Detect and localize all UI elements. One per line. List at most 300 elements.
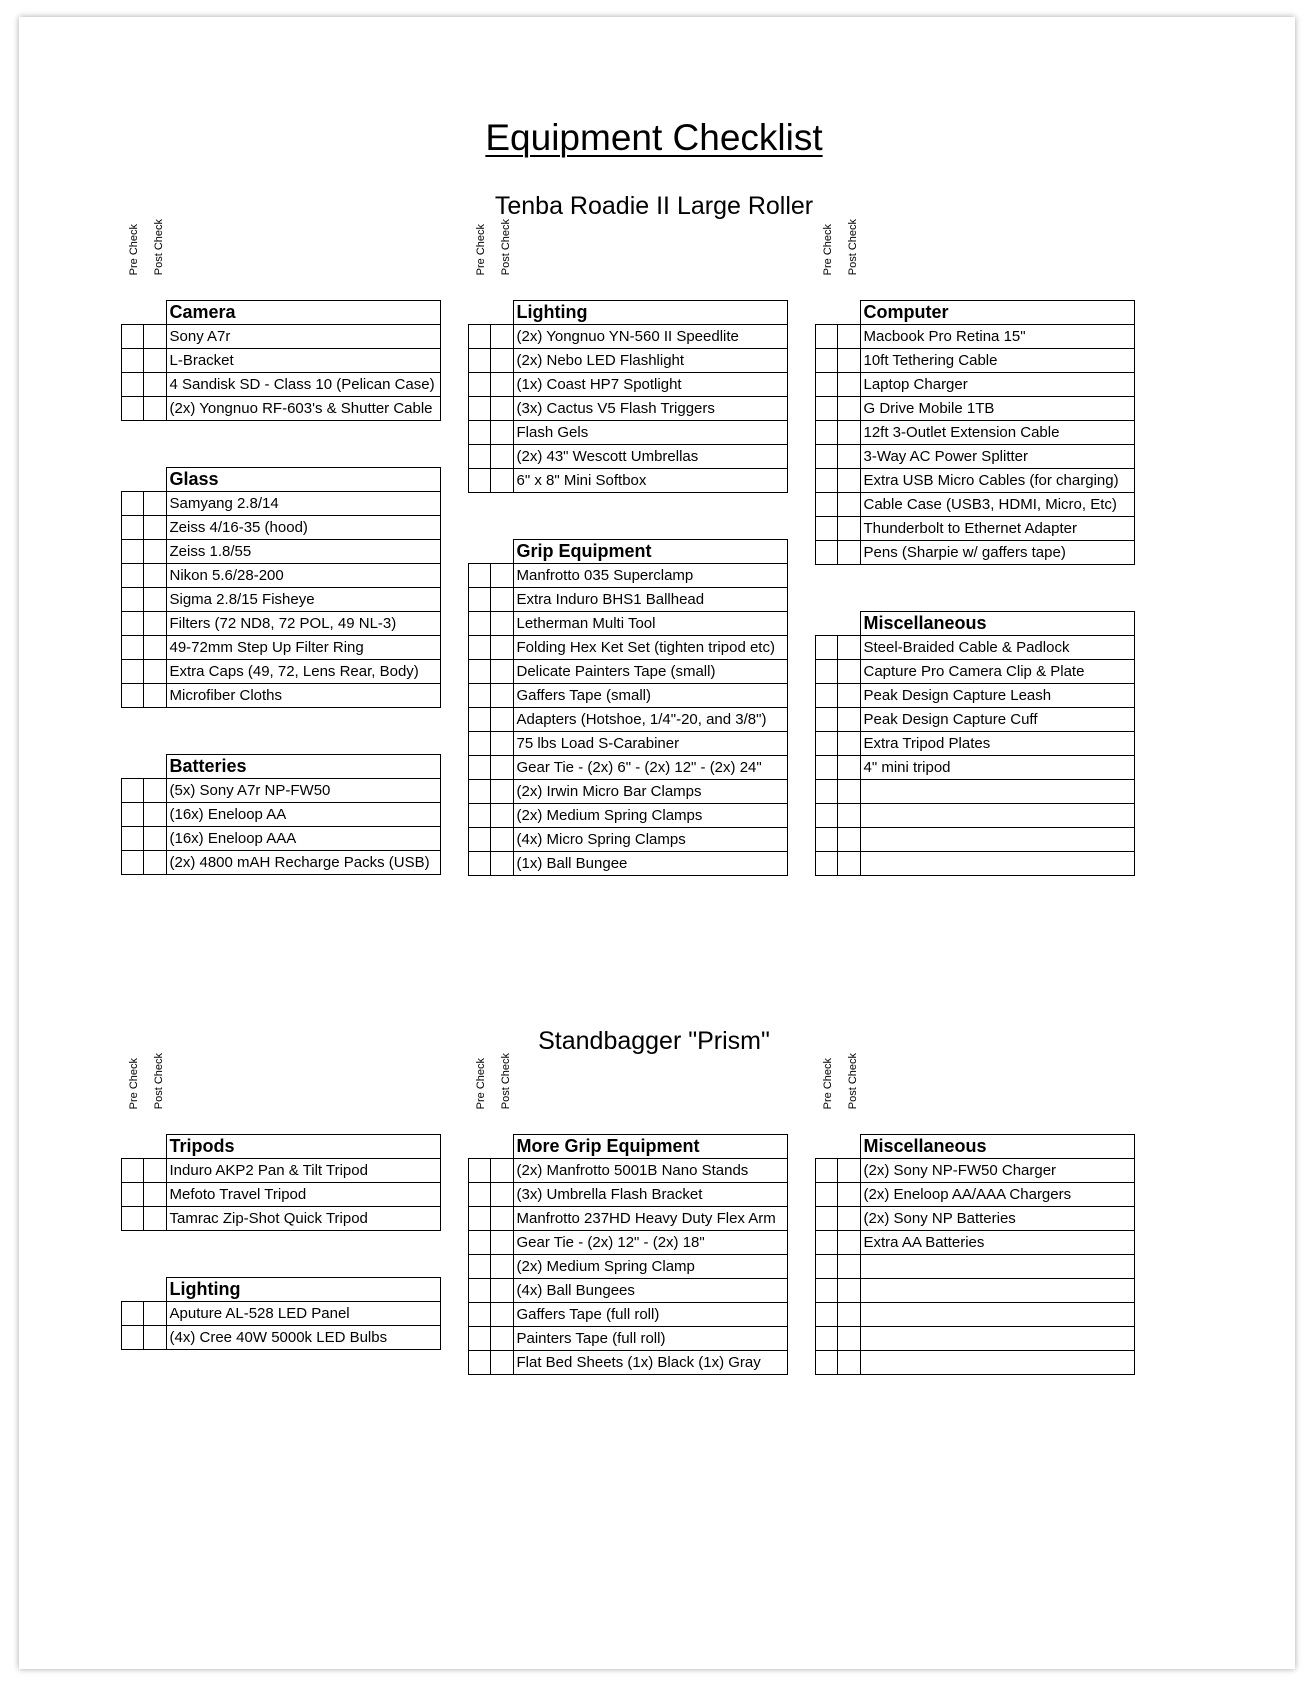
post-check-box[interactable]: [491, 1207, 514, 1231]
checklist-table: [121, 467, 441, 708]
checklist-row: [122, 1326, 441, 1350]
pre-check-box[interactable]: [469, 1279, 491, 1303]
pre-check-box[interactable]: [816, 1327, 838, 1351]
checklist-row: [469, 373, 788, 397]
item-label: Tamrac Zip-Shot Quick Tripod: [166, 1207, 441, 1231]
item-label: (4x) Micro Spring Clamps: [513, 828, 788, 852]
post-check-box[interactable]: [838, 325, 861, 349]
pre-check-label: [121, 215, 146, 275]
pre-check-box[interactable]: [469, 852, 491, 876]
item-label: Manfrotto 035 Superclamp: [513, 564, 788, 588]
check-label-header: [121, 1054, 441, 1134]
blank-cell: [144, 1278, 167, 1302]
checklist-row: [469, 852, 788, 876]
post-check-box[interactable]: [838, 397, 861, 421]
pre-check-box[interactable]: [816, 684, 838, 708]
check-labels: [468, 215, 518, 275]
pre-check-box[interactable]: [816, 828, 838, 852]
post-check-box[interactable]: [491, 1327, 514, 1351]
pre-check-box[interactable]: [816, 780, 838, 804]
category-row: [816, 612, 1135, 636]
pre-check-box[interactable]: [469, 1255, 491, 1279]
post-check-box[interactable]: [491, 1279, 514, 1303]
post-check-box[interactable]: [838, 780, 861, 804]
pre-check-box[interactable]: [816, 1255, 838, 1279]
post-check-box[interactable]: [144, 1326, 167, 1350]
pre-check-box[interactable]: [122, 373, 144, 397]
pre-check-box[interactable]: [469, 1231, 491, 1255]
checklist-row: [816, 1351, 1135, 1375]
pre-check-box[interactable]: [469, 445, 491, 469]
post-check-box[interactable]: [491, 1351, 514, 1375]
post-check-box[interactable]: [491, 349, 514, 373]
category-row: [469, 1135, 788, 1159]
post-check-box[interactable]: [491, 660, 514, 684]
item-label: (2x) Yongnuo RF-603's & Shutter Cable: [166, 397, 441, 421]
section-1-column-0: [121, 1054, 441, 1350]
item-label: Sigma 2.8/15 Fisheye: [166, 588, 441, 612]
pre-check-box[interactable]: [469, 612, 491, 636]
pre-check-box[interactable]: [122, 492, 144, 516]
post-check-box[interactable]: [491, 1231, 514, 1255]
post-check-box[interactable]: [491, 1255, 514, 1279]
item-label: Peak Design Capture Cuff: [860, 708, 1135, 732]
checklist-table: [815, 1134, 1135, 1375]
post-check-box[interactable]: [491, 828, 514, 852]
pre-check-box[interactable]: [469, 1159, 491, 1183]
item-label: Induro AKP2 Pan & Tilt Tripod: [166, 1159, 441, 1183]
item-label: Macbook Pro Retina 15": [860, 325, 1135, 349]
item-label: Extra AA Batteries: [860, 1231, 1135, 1255]
pre-check-box[interactable]: [469, 708, 491, 732]
pre-check-box[interactable]: [469, 421, 491, 445]
item-label: [860, 852, 1135, 876]
post-check-box[interactable]: [144, 827, 167, 851]
checklist-row: [816, 1303, 1135, 1327]
pre-check-box[interactable]: [469, 373, 491, 397]
item-label: Folding Hex Ket Set (tighten tripod etc): [513, 636, 788, 660]
post-check-box[interactable]: [491, 1183, 514, 1207]
post-check-box[interactable]: [491, 564, 514, 588]
item-label: Pens (Sharpie w/ gaffers tape): [860, 541, 1135, 565]
item-label: Extra Caps (49, 72, Lens Rear, Body): [166, 660, 441, 684]
pre-check-box[interactable]: [469, 1303, 491, 1327]
item-label: 49-72mm Step Up Filter Ring: [166, 636, 441, 660]
blank-cell: [122, 1278, 144, 1302]
item-label: 75 lbs Load S-Carabiner: [513, 732, 788, 756]
pre-check-box[interactable]: [469, 397, 491, 421]
post-check-box[interactable]: [838, 421, 861, 445]
pre-check-box[interactable]: [469, 1183, 491, 1207]
pre-check-box[interactable]: [122, 803, 144, 827]
check-labels: [815, 215, 865, 275]
post-check-box[interactable]: [838, 1303, 861, 1327]
item-label: Extra Induro BHS1 Ballhead: [513, 588, 788, 612]
pre-check-box[interactable]: [816, 373, 838, 397]
category-heading: Glass: [166, 468, 441, 492]
pre-check-box[interactable]: [122, 588, 144, 612]
post-check-text: Post Check: [499, 218, 512, 275]
blank-cell: [816, 612, 838, 636]
item-label: (2x) Medium Spring Clamps: [513, 804, 788, 828]
checklist-row: [122, 373, 441, 397]
pre-check-box[interactable]: [816, 660, 838, 684]
post-check-box[interactable]: [838, 1255, 861, 1279]
document-page: [19, 17, 1295, 1669]
post-check-label: [493, 1049, 518, 1109]
post-check-box[interactable]: [838, 469, 861, 493]
check-label-header: [121, 220, 441, 300]
item-label: (1x) Coast HP7 Spotlight: [513, 373, 788, 397]
blank-cell: [469, 1135, 491, 1159]
section-title-tenba: Tenba Roadie II Large Roller: [494, 192, 814, 220]
blank-cell: [491, 540, 514, 564]
post-check-box[interactable]: [838, 660, 861, 684]
post-check-box[interactable]: [144, 349, 167, 373]
pre-check-box[interactable]: [816, 493, 838, 517]
checklist-row: [816, 493, 1135, 517]
blank-cell: [491, 301, 514, 325]
checklist-row: [122, 349, 441, 373]
item-label: (2x) 4800 mAH Recharge Packs (USB): [166, 851, 441, 875]
pre-check-box[interactable]: [122, 636, 144, 660]
post-check-box[interactable]: [838, 1159, 861, 1183]
check-labels: [468, 1049, 518, 1109]
pre-check-box[interactable]: [122, 1183, 144, 1207]
checklist-row: [816, 756, 1135, 780]
post-check-box[interactable]: [144, 636, 167, 660]
pre-check-box[interactable]: [816, 1207, 838, 1231]
category-row: [469, 301, 788, 325]
item-label: Painters Tape (full roll): [513, 1327, 788, 1351]
checklist-row: [816, 349, 1135, 373]
pre-check-box[interactable]: [816, 397, 838, 421]
pre-check-box[interactable]: [469, 588, 491, 612]
post-check-box[interactable]: [838, 732, 861, 756]
item-label: Nikon 5.6/28-200: [166, 564, 441, 588]
item-label: Samyang 2.8/14: [166, 492, 441, 516]
pre-check-box[interactable]: [122, 779, 144, 803]
checklist-table: [815, 300, 1135, 565]
pre-check-box[interactable]: [816, 804, 838, 828]
item-label: Extra Tripod Plates: [860, 732, 1135, 756]
item-label: Gear Tie - (2x) 6" - (2x) 12" - (2x) 24": [513, 756, 788, 780]
category-heading: Lighting: [513, 301, 788, 325]
section-0-column-0: [121, 220, 441, 875]
post-check-box[interactable]: [144, 1183, 167, 1207]
post-check-box[interactable]: [491, 588, 514, 612]
section-1-column-1: [468, 1054, 788, 1375]
post-check-label: [493, 215, 518, 275]
pre-check-box[interactable]: [816, 1159, 838, 1183]
item-label: Zeiss 1.8/55: [166, 540, 441, 564]
pre-check-box[interactable]: [469, 636, 491, 660]
post-check-box[interactable]: [491, 445, 514, 469]
pre-check-box[interactable]: [469, 1207, 491, 1231]
checklist-row: [122, 1183, 441, 1207]
item-label: (2x) Manfrotto 5001B Nano Stands: [513, 1159, 788, 1183]
pre-check-box[interactable]: [469, 732, 491, 756]
post-check-box[interactable]: [838, 493, 861, 517]
pre-check-box[interactable]: [816, 708, 838, 732]
item-label: Extra USB Micro Cables (for charging): [860, 469, 1135, 493]
item-label: 12ft 3-Outlet Extension Cable: [860, 421, 1135, 445]
post-check-box[interactable]: [838, 684, 861, 708]
pre-check-box[interactable]: [816, 517, 838, 541]
pre-check-box[interactable]: [816, 1351, 838, 1375]
post-check-box[interactable]: [144, 1207, 167, 1231]
checklist-row: [469, 804, 788, 828]
checklist-row: [816, 1255, 1135, 1279]
pre-check-box[interactable]: [122, 564, 144, 588]
category-heading: More Grip Equipment: [513, 1135, 788, 1159]
post-check-box[interactable]: [491, 612, 514, 636]
item-label: Peak Design Capture Leash: [860, 684, 1135, 708]
item-label: Flat Bed Sheets (1x) Black (1x) Gray: [513, 1351, 788, 1375]
checklist-row: [122, 564, 441, 588]
checklist-row: [469, 445, 788, 469]
pre-check-box[interactable]: [816, 756, 838, 780]
checklist-row: [122, 325, 441, 349]
checklist-table: [815, 611, 1135, 876]
checklist-row: [122, 516, 441, 540]
item-label: (3x) Cactus V5 Flash Triggers: [513, 397, 788, 421]
item-label: Laptop Charger: [860, 373, 1135, 397]
item-label: [860, 1327, 1135, 1351]
post-check-box[interactable]: [144, 516, 167, 540]
post-check-label: [146, 215, 171, 275]
post-check-box[interactable]: [491, 804, 514, 828]
checklist-row: [816, 780, 1135, 804]
checklist-row: [122, 612, 441, 636]
post-check-box[interactable]: [838, 1231, 861, 1255]
checklist-row: [816, 421, 1135, 445]
pre-check-box[interactable]: [816, 1231, 838, 1255]
post-check-box[interactable]: [491, 373, 514, 397]
pre-check-box[interactable]: [816, 1183, 838, 1207]
post-check-box[interactable]: [838, 1279, 861, 1303]
pre-check-box[interactable]: [816, 325, 838, 349]
checklist-table: [468, 1134, 788, 1375]
item-label: G Drive Mobile 1TB: [860, 397, 1135, 421]
checklist-row: [122, 540, 441, 564]
post-check-box[interactable]: [838, 349, 861, 373]
post-check-box[interactable]: [491, 397, 514, 421]
checklist-row: [816, 1279, 1135, 1303]
pre-check-label: [815, 215, 840, 275]
checklist-row: [122, 1159, 441, 1183]
pre-check-box[interactable]: [469, 660, 491, 684]
checklist-row: [816, 660, 1135, 684]
post-check-box[interactable]: [144, 1302, 167, 1326]
pre-check-box[interactable]: [816, 469, 838, 493]
item-label: Gaffers Tape (small): [513, 684, 788, 708]
post-check-box[interactable]: [838, 373, 861, 397]
pre-check-box[interactable]: [816, 1303, 838, 1327]
item-label: (1x) Ball Bungee: [513, 852, 788, 876]
pre-check-box[interactable]: [469, 684, 491, 708]
post-check-box[interactable]: [838, 852, 861, 876]
checklist-row: [122, 1207, 441, 1231]
pre-check-box[interactable]: [122, 684, 144, 708]
pre-check-box[interactable]: [816, 421, 838, 445]
post-check-box[interactable]: [144, 851, 167, 875]
category-heading: Lighting: [166, 1278, 441, 1302]
pre-check-text: Pre Check: [127, 223, 140, 275]
post-check-box[interactable]: [491, 469, 514, 493]
category-heading: Computer: [860, 301, 1135, 325]
item-label: L-Bracket: [166, 349, 441, 373]
post-check-box[interactable]: [838, 756, 861, 780]
post-check-box[interactable]: [838, 708, 861, 732]
post-check-box[interactable]: [144, 397, 167, 421]
checklist-row: [469, 756, 788, 780]
pre-check-box[interactable]: [469, 804, 491, 828]
post-check-box[interactable]: [144, 564, 167, 588]
category-heading: Camera: [166, 301, 441, 325]
pre-check-box[interactable]: [816, 541, 838, 565]
pre-check-box[interactable]: [469, 1327, 491, 1351]
check-label-header: [468, 220, 788, 300]
item-label: (5x) Sony A7r NP-FW50: [166, 779, 441, 803]
post-check-box[interactable]: [838, 828, 861, 852]
post-check-box[interactable]: [144, 660, 167, 684]
pre-check-box[interactable]: [816, 349, 838, 373]
item-label: Filters (72 ND8, 72 POL, 49 NL-3): [166, 612, 441, 636]
post-check-box[interactable]: [144, 1159, 167, 1183]
pre-check-box[interactable]: [122, 349, 144, 373]
item-label: Gear Tie - (2x) 12" - (2x) 18": [513, 1231, 788, 1255]
checklist-row: [816, 732, 1135, 756]
group-spacer: [815, 565, 1135, 611]
pre-check-box[interactable]: [469, 469, 491, 493]
blank-cell: [122, 301, 144, 325]
post-check-box[interactable]: [838, 1183, 861, 1207]
category-row: [816, 301, 1135, 325]
item-label: Delicate Painters Tape (small): [513, 660, 788, 684]
pre-check-box[interactable]: [122, 851, 144, 875]
pre-check-box[interactable]: [469, 1351, 491, 1375]
post-check-box[interactable]: [491, 1159, 514, 1183]
pre-check-box[interactable]: [469, 828, 491, 852]
post-check-box[interactable]: [491, 852, 514, 876]
post-check-box[interactable]: [144, 779, 167, 803]
category-row: [122, 301, 441, 325]
post-check-box[interactable]: [491, 325, 514, 349]
pre-check-box[interactable]: [816, 852, 838, 876]
pre-check-box[interactable]: [122, 1159, 144, 1183]
post-check-box[interactable]: [144, 588, 167, 612]
post-check-box[interactable]: [144, 684, 167, 708]
pre-check-box[interactable]: [469, 756, 491, 780]
post-check-box[interactable]: [144, 803, 167, 827]
pre-check-box[interactable]: [469, 564, 491, 588]
pre-check-box[interactable]: [469, 325, 491, 349]
pre-check-box[interactable]: [816, 732, 838, 756]
item-label: Aputure AL-528 LED Panel: [166, 1302, 441, 1326]
checklist-row: [122, 492, 441, 516]
post-check-box[interactable]: [838, 541, 861, 565]
checklist-row: [469, 564, 788, 588]
post-check-box[interactable]: [491, 708, 514, 732]
post-check-box[interactable]: [838, 445, 861, 469]
checklist-row: [816, 325, 1135, 349]
pre-check-box[interactable]: [122, 1302, 144, 1326]
pre-check-box[interactable]: [816, 445, 838, 469]
pre-check-box[interactable]: [122, 540, 144, 564]
item-label: 4 Sandisk SD - Class 10 (Pelican Case): [166, 373, 441, 397]
checklist-row: [122, 660, 441, 684]
post-check-box[interactable]: [838, 636, 861, 660]
section-0-column-2: [815, 220, 1135, 876]
post-check-box[interactable]: [838, 1327, 861, 1351]
blank-cell: [816, 301, 838, 325]
pre-check-box[interactable]: [122, 325, 144, 349]
pre-check-box[interactable]: [122, 827, 144, 851]
checklist-row: [816, 1207, 1135, 1231]
pre-check-box[interactable]: [816, 1279, 838, 1303]
post-check-box[interactable]: [144, 540, 167, 564]
item-label: (2x) Irwin Micro Bar Clamps: [513, 780, 788, 804]
checklist-row: [469, 588, 788, 612]
pre-check-box[interactable]: [122, 397, 144, 421]
pre-check-box[interactable]: [469, 349, 491, 373]
item-label: Manfrotto 237HD Heavy Duty Flex Arm: [513, 1207, 788, 1231]
pre-check-text: Pre Check: [474, 1057, 487, 1109]
checklist-row: [469, 397, 788, 421]
checklist-row: [816, 397, 1135, 421]
post-check-box[interactable]: [491, 421, 514, 445]
post-check-box[interactable]: [838, 1207, 861, 1231]
pre-check-label: [468, 215, 493, 275]
group-spacer: [468, 493, 788, 539]
post-check-box[interactable]: [491, 780, 514, 804]
pre-check-box[interactable]: [122, 1207, 144, 1231]
post-check-box[interactable]: [144, 492, 167, 516]
post-check-box[interactable]: [144, 612, 167, 636]
post-check-box[interactable]: [491, 756, 514, 780]
blank-cell: [122, 468, 144, 492]
post-check-box[interactable]: [491, 636, 514, 660]
post-check-box[interactable]: [838, 804, 861, 828]
pre-check-box[interactable]: [816, 636, 838, 660]
item-label: 3-Way AC Power Splitter: [860, 445, 1135, 469]
pre-check-box[interactable]: [122, 516, 144, 540]
post-check-box[interactable]: [838, 1351, 861, 1375]
checklist-row: [816, 541, 1135, 565]
pre-check-box[interactable]: [122, 660, 144, 684]
post-check-box[interactable]: [491, 732, 514, 756]
item-label: (2x) Eneloop AA/AAA Chargers: [860, 1183, 1135, 1207]
post-check-box[interactable]: [491, 684, 514, 708]
checklist-row: [816, 804, 1135, 828]
blank-cell: [838, 612, 861, 636]
post-check-box[interactable]: [144, 325, 167, 349]
item-label: Adapters (Hotshoe, 1/4"-20, and 3/8"): [513, 708, 788, 732]
blank-cell: [122, 755, 144, 779]
item-label: Cable Case (USB3, HDMI, Micro, Etc): [860, 493, 1135, 517]
post-check-box[interactable]: [491, 1303, 514, 1327]
pre-check-box[interactable]: [469, 780, 491, 804]
post-check-box[interactable]: [838, 517, 861, 541]
pre-check-box[interactable]: [122, 612, 144, 636]
check-label-header: [815, 1054, 1135, 1134]
item-label: Letherman Multi Tool: [513, 612, 788, 636]
item-label: Thunderbolt to Ethernet Adapter: [860, 517, 1135, 541]
item-label: [860, 828, 1135, 852]
post-check-box[interactable]: [144, 373, 167, 397]
pre-check-box[interactable]: [122, 1326, 144, 1350]
